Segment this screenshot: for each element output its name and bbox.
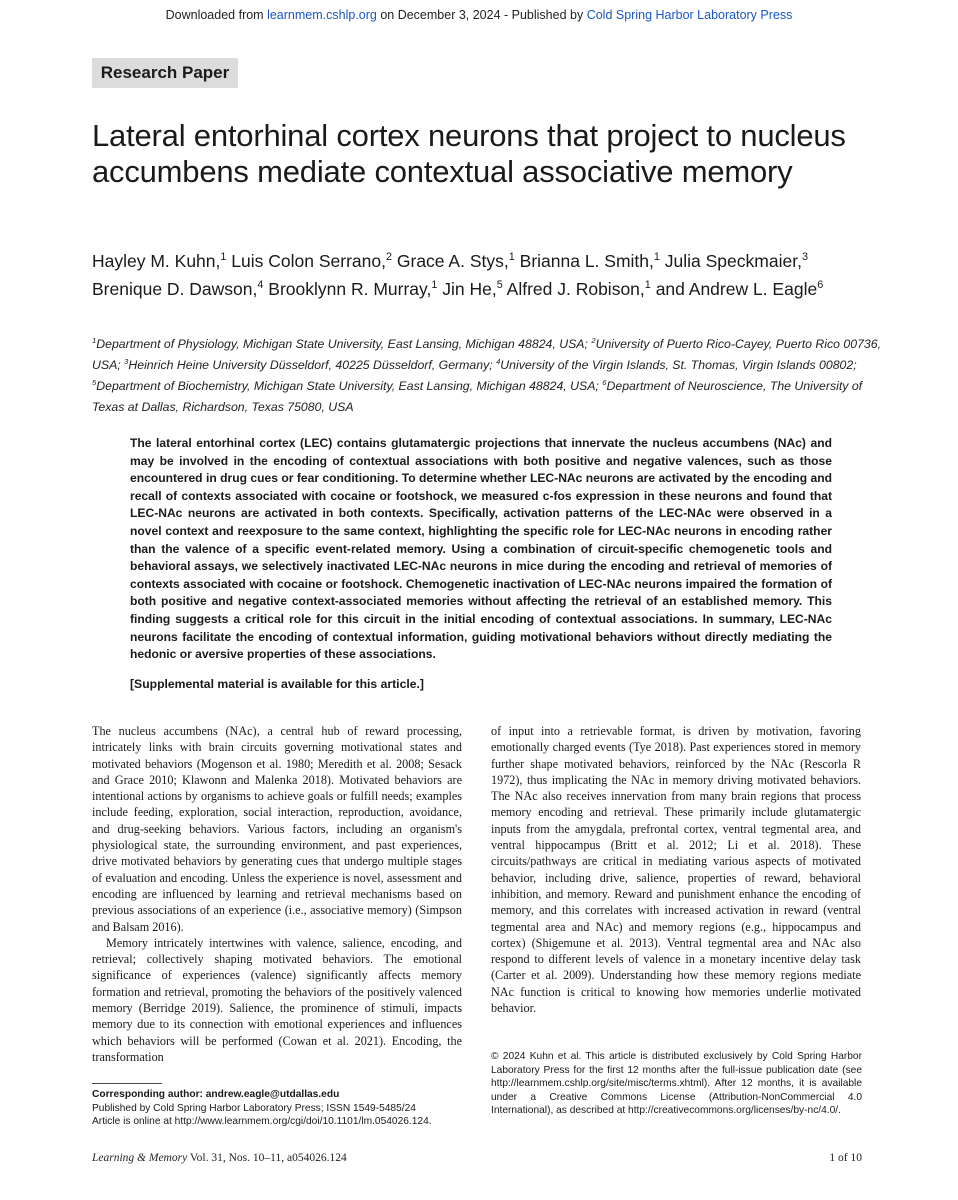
- author-name: Hayley M. Kuhn,$^1$: [92, 251, 227, 271]
- publisher-link[interactable]: Cold Spring Harbor Laboratory Press: [586, 8, 793, 22]
- author-name: Brianna L. Smith,$^1$: [519, 251, 660, 271]
- affiliations: [92, 334, 882, 418]
- affiliation: $^4$University of the Virgin Islands, St. Thomas, Virgin Islands 00802;: [496, 356, 857, 372]
- correspondence-block: [92, 1088, 482, 1129]
- author-name: Luis Colon Serrano,$^2$: [231, 251, 392, 271]
- page-number: 1 of 10: [829, 1152, 862, 1164]
- author-name: Jin He,$^5$: [442, 278, 503, 299]
- affiliation: $^1$Department of Physiology, Michigan State University, East Lansing, Michigan 48824, USA;: [92, 335, 592, 351]
- site-link[interactable]: learnmem.cshlp.org: [267, 8, 377, 22]
- body-column-left: [92, 723, 462, 1065]
- author-name: Brenique D. Dawson,$^4$: [92, 278, 264, 299]
- affiliation: $^2$University of Puerto Rico-Cayey, Puerto Rico 00736, USA;: [92, 335, 882, 372]
- article-type-badge: Research Paper: [92, 58, 238, 88]
- author-list: [92, 248, 882, 303]
- corresponding-author[interactable]: Corresponding author: andrew.eagle@utdallas.edu: [92, 1089, 340, 1100]
- author-name: and Andrew L. Eagle$^6$: [655, 278, 824, 299]
- article-online-link[interactable]: Article is online at http://www.learnmem.org/cgi/doi/10.1101/lm.054026.124.: [92, 1116, 432, 1128]
- affiliation: $^3$Heinrich Heine University Düsseldorf, 40225 Düsseldorf, Germany;: [124, 356, 497, 372]
- affiliation: $^5$Department of Biochemistry, Michigan State University, East Lansing, Michigan 48824, USA;: [92, 377, 603, 393]
- affiliation: $^6$Department of Neuroscience, The University of Texas at Dallas, Richardson, Texas 75080, USA: [92, 377, 863, 414]
- author-name: Grace A. Stys,$^1$: [396, 251, 515, 271]
- paper-title: Lateral entorhinal cortex neurons that project to nucleus accumbens mediate contextual associative memory: [92, 118, 846, 189]
- supplemental-note: [Supplemental material is available for this article.]: [130, 677, 424, 691]
- author-name: Julia Speckmaier,$^3$: [664, 251, 808, 271]
- body-paragraph: of input into a retrievable format, is driven by motivation, favoring emotionally charged events (Tye 2018). Past experiences stored in memory further shape motivated behaviors, reinforced by the NAc (Rescorla R 1972), thus implicating the NAc in memory driving motivated behaviors. The NAc also receives innervation from many brain regions that process memory encoding and retrieval. These primarily include glutamatergic inputs from the amygdala, prefrontal cortex, ventral tegmental area, and ventral hippocampus (Britt et al. 2012; Li et al. 2018). These circuits/pathways are critical in mediating various aspects of motivated behavior, including drive, salience, properties of reward, behavioral inhibition, and memory. Reward and punishment enhance the encoding of memory, and this correlates with increased activation in reward (ventral tegmental area and NAc) and memory regions (e.g., hippocampus and cortex) (Shigemune et al. 2013). Ventral tegmental area and NAc also respond to different levels of valence in a monetary incentive delay task (Carter et al. 2009). Understanding how these memory regions mediate NAc function is critical to knowing how memories underlie motivated behavior.: [491, 724, 861, 1016]
- abstract: The lateral entorhinal cortex (LEC) contains glutamatergic projections that innervate the nucleus accumbens (NAc) and may be involved in the encoding of contextual associations with both positive and negative valences, such as those encountered in drug cues or fear conditioning. To determine whether LEC-NAc neurons are activated by the encoding and recall of contexts associated with cocaine or footshock, we measured c-fos expression in these neurons and found that LEC-NAc neurons are activated in both contexts. Specifically, activation patterns of the LEC-NAc were observed in a novel context and reexposure to the same context, highlighting the specific role for LEC-NAc neurons in encoding rather than the valence of a specific event-related memory. Using a combination of circuit-specific chemogenetic tools and behavioral assays, we selectively inactivated LEC-NAc neurons in mice during the encoding and retrieval of memories of contexts associated with cocaine or footshock. Chemogenetic inactivation of LEC-NAc neurons impaired the formation of both positive and negative context-associated memories without affecting the retrieval of an established memory. This finding suggests a critical role for this circuit in the initial encoding of contextual associations. In summary, LEC-NAc neurons facilitate the encoding of contextual information, guiding motivational behaviors without directly mediating the hedonic or aversive properties of these associations.: [130, 436, 832, 662]
- author-name: Alfred J. Robison,$^1$: [506, 278, 651, 299]
- author-name: Brooklynn R. Murray,$^1$: [268, 278, 438, 299]
- license-note: © 2024 Kuhn et al. This article is distributed exclusively by Cold Spring Harbor Laboratory Press for the first 12 months after the full-issue publication date (see http://learnmem.cshlp.org/site/misc/terms.xhtml). After 12 months, it is available under a Creative Commons License (Attribution-NonCommercial 4.0 International), as described at http://creativecommons.org/licenses/by-nc/4.0/.: [491, 1051, 862, 1117]
- journal-citation: [92, 1152, 347, 1164]
- body-paragraph: The nucleus accumbens (NAc), a central hub of reward processing, intricately links with brain circuits governing motivational states and motivated behaviors (Mogenson et al. 1980; Meredith et al. 2008; Sesack and Grace 2010; Klawonn and Malenka 2018). Motivated behaviors are intentional actions by organisms to achieve goals or fulfill needs; examples include feeding, exploration, social interaction, reproduction, avoidance, and drug-seeking behaviors. Various factors, including an organism's physiological state, the surrounding environment, and past experiences, drive motivated behaviors by generating cues that undergo multiple stages of evaluation and encoding. Unless the experience is novel, assessment and encoding are influenced by learning and retrieval mechanisms based on previous associations of an experience (i.e., associative memory) (Simpson and Balsam 2016).: [92, 724, 462, 934]
- journal-name: Learning & Memory: [92, 1152, 188, 1164]
- volume-info: Vol. 31, Nos. 10–11, a054026.124: [187, 1152, 347, 1164]
- footnote-divider: [92, 1083, 162, 1084]
- body-paragraph: Memory intricately intertwines with valence, salience, encoding, and retrieval; collectively shaping motivated behaviors. The emotional significance of experiences (valence) significantly affects memory formation and retrieval, promoting the behaviors of the positively valenced memory (Berridge 2019). Salience, the prominence of stimuli, impacts memory due to its connection with emotional experiences and influences which behaviors will be performed (Cowan et al. 2021). Encoding, the transformation: [92, 935, 462, 1064]
- download-banner: Downloaded from learnmem.cshlp.org on December 3, 2024 - Published by Cold Spring Harbor Laboratory Press: [165, 8, 793, 22]
- body-column-right: [491, 723, 861, 1016]
- publisher-issn: Published by Cold Spring Harbor Laboratory Press; ISSN 1549-5485/24: [92, 1102, 416, 1114]
